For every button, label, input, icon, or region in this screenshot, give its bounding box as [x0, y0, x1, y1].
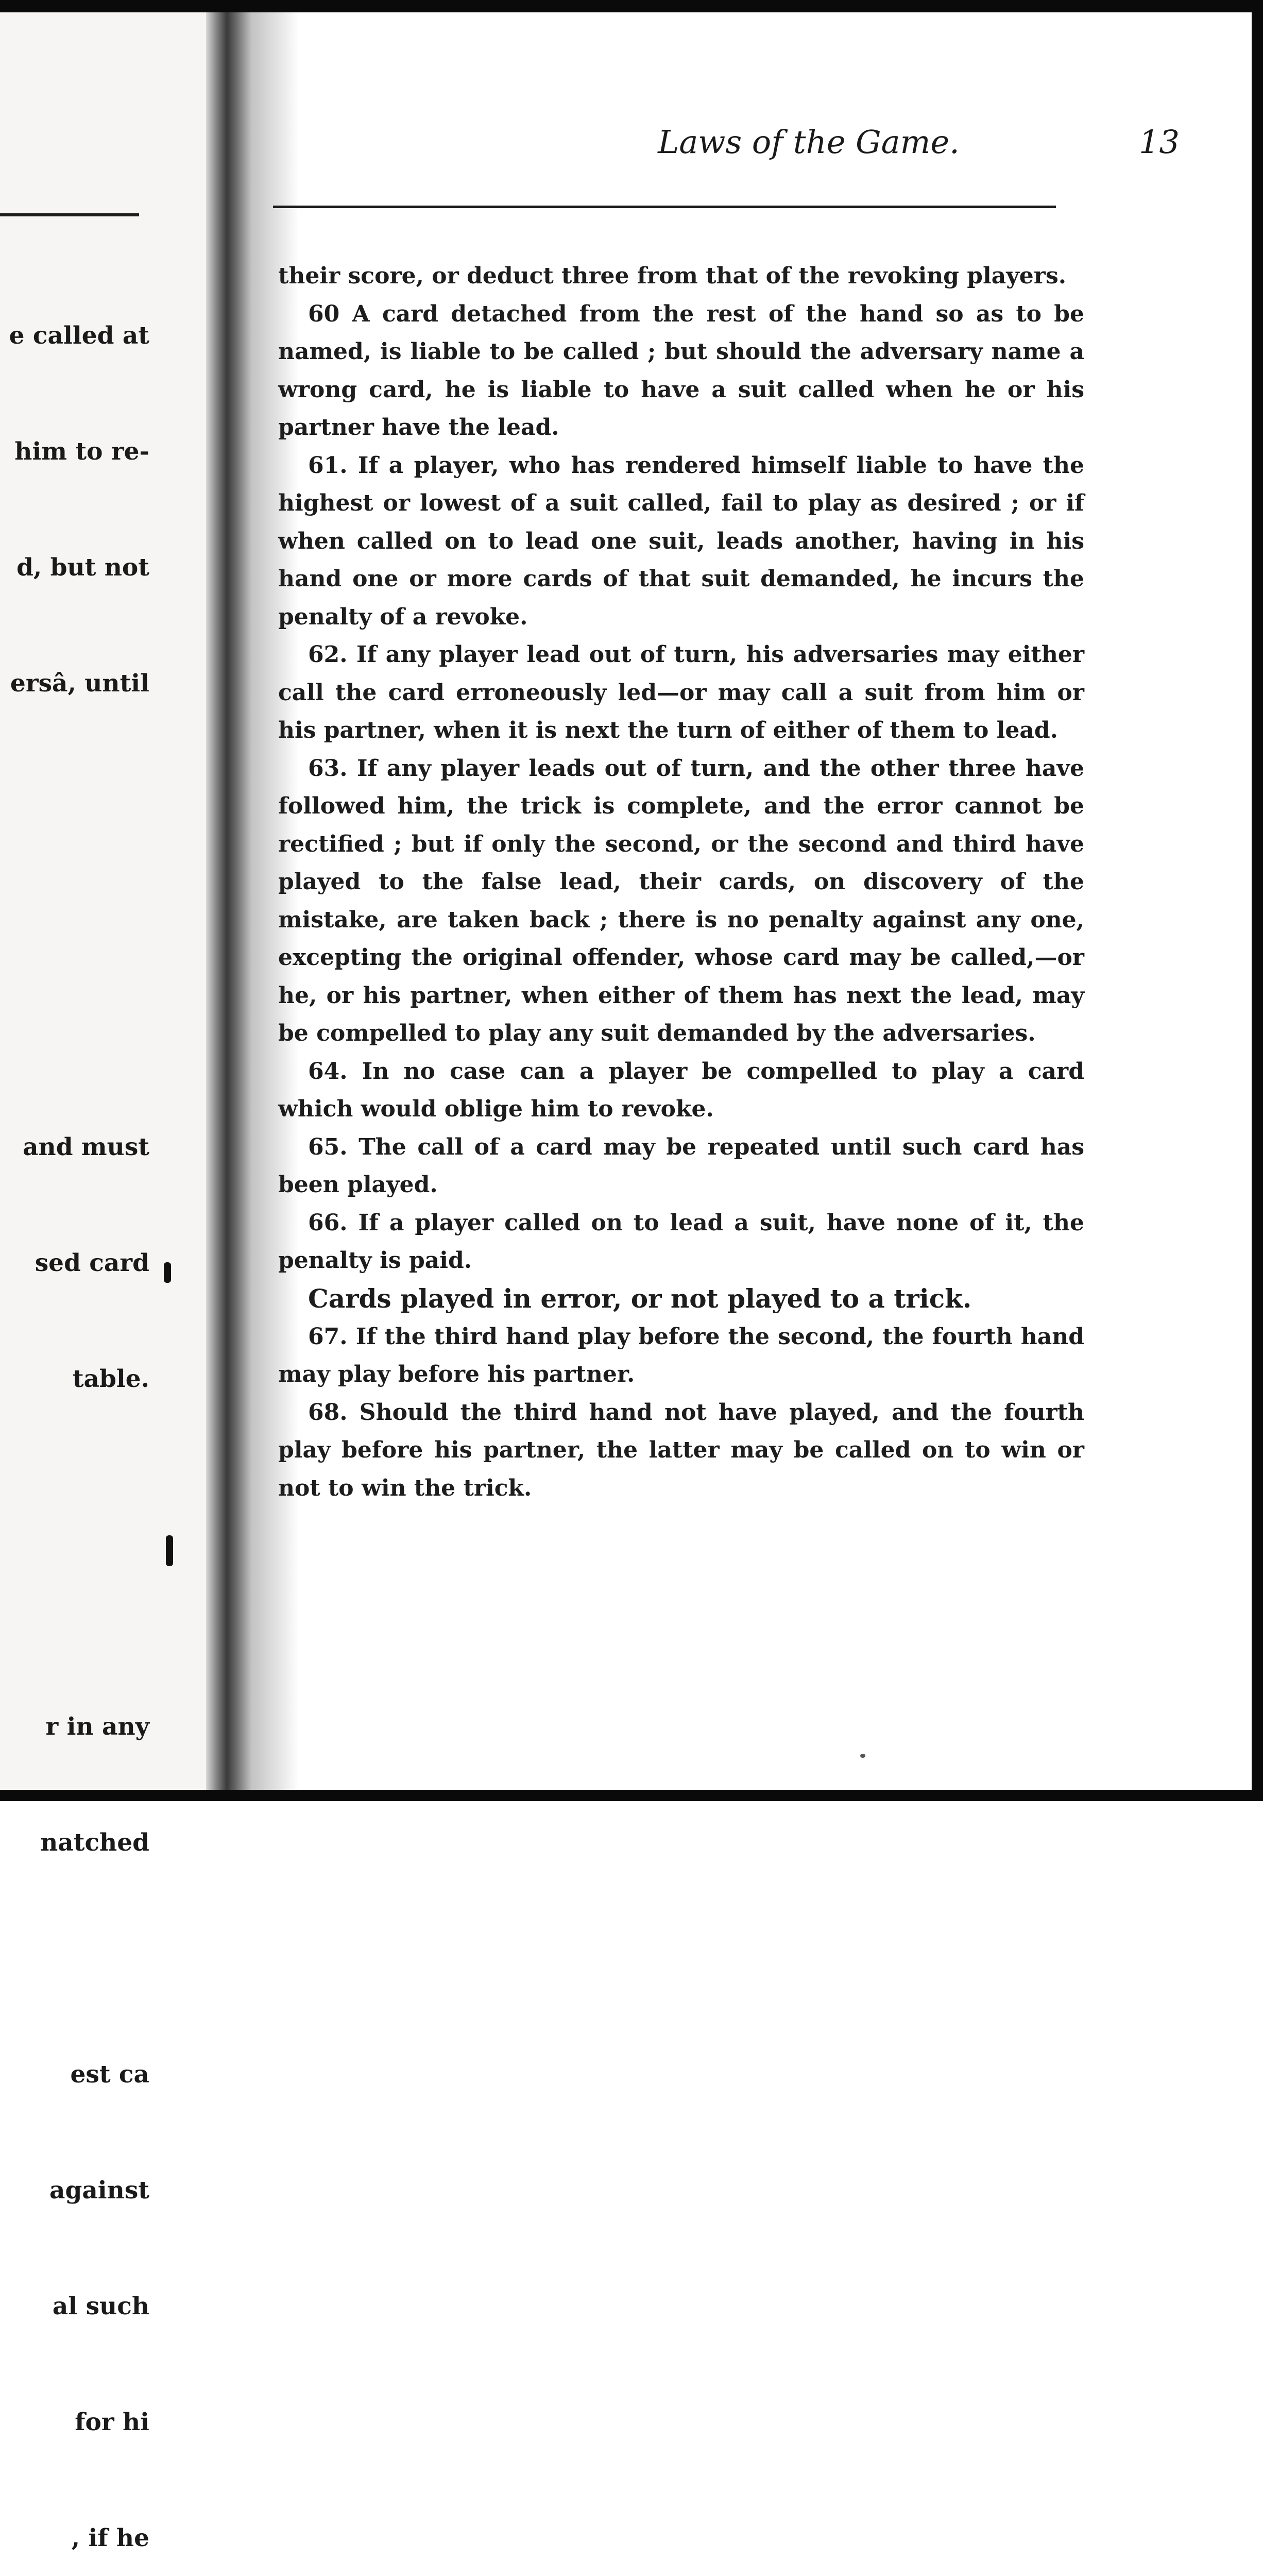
- page-number: 13: [1139, 123, 1180, 161]
- previous-page-line: r in any: [45, 1713, 149, 1741]
- previous-page-line: [0, 896, 149, 935]
- section-heading: Cards played in error, or not played to a trick.: [308, 1283, 972, 1314]
- previous-page-line: est ca: [70, 2060, 149, 2089]
- ink-mark-icon: [166, 1535, 173, 1566]
- previous-page-line: [0, 1591, 149, 1630]
- previous-page-line: him to re-: [14, 437, 149, 466]
- running-head: Laws of the Game.: [658, 123, 960, 161]
- previous-page-text: [0, 239, 149, 2576]
- scan-edge-top: [0, 0, 1263, 12]
- previous-page-line: ersâ, until: [10, 669, 149, 698]
- header-rule: [273, 206, 1056, 208]
- previous-page-line: [0, 1476, 149, 1514]
- rule-62: 62. If any player lead out of turn, his adversaries may either call the card erroneously led—or may call a suit from him or his partner, when it is next the turn of either of them to lead.: [278, 641, 1084, 743]
- rule-64: 64. In no case can a player be compelled to play a card which would oblige him to revoke.: [278, 1058, 1084, 1122]
- previous-page-line: al such: [52, 2292, 149, 2320]
- previous-page-line: [0, 1939, 149, 1978]
- paragraph-59-continued: their score, or deduct three from that of the revoking players.: [278, 263, 1067, 289]
- previous-page-line: natched: [40, 1828, 149, 1857]
- current-page: [268, 12, 1252, 1790]
- previous-page-line: for hi: [75, 2408, 149, 2436]
- ink-speck: [860, 1754, 865, 1758]
- previous-page-rule: [0, 213, 139, 216]
- previous-page-line: and must: [23, 1133, 149, 1161]
- previous-page-fragment: [0, 12, 206, 2552]
- scan-edge-right: [1252, 0, 1263, 1801]
- previous-page-line: [0, 1012, 149, 1050]
- book-gutter: [206, 12, 252, 1790]
- previous-page-line: against: [49, 2176, 149, 2205]
- previous-page-line: table.: [72, 1365, 149, 1393]
- ink-mark-icon: [164, 1262, 171, 1283]
- rule-68: 68. Should the third hand not have played, and the fourth play before his partner, the latter may be called on to win or not to win the trick.: [278, 1399, 1084, 1501]
- previous-page-line: , if he: [71, 2524, 149, 2552]
- rule-65: 65. The call of a card may be repeated until such card has been played.: [278, 1133, 1084, 1198]
- previous-page-line: d, but not: [16, 553, 149, 582]
- rule-60: 60 A card detached from the rest of the hand so as to be named, is liable to be called ; but should the adversary name a wrong card, he is liable to have a suit called when he or his partner have the lead.: [278, 300, 1084, 440]
- rule-63: 63. If any player leads out of turn, and the other three have followed him, the trick is complete, and the error cannot be rectified ; but if only the second, or the second and third have played to the false lead, their cards, on discovery of the mistake, are taken back ; there is no penalty against any one, excepting the original offender, whose card may be called,—or he, or his partner, when either of them has next the lead, may be compelled to play any suit demanded by the adversaries.: [278, 755, 1084, 1046]
- rule-61: 61. If a player, who has rendered himself liable to have the highest or lowest of a suit called, fail to play as desired ; or if when called on to lead one suit, leads another, having in his hand one or more cards of that suit demanded, he incurs the penalty of a revoke.: [278, 452, 1084, 630]
- page-body: [278, 257, 1084, 1507]
- rule-66: 66. If a player called on to lead a suit, have none of it, the penalty is paid.: [278, 1209, 1084, 1274]
- previous-page-line: e called at: [9, 321, 149, 350]
- previous-page-line: sed card: [35, 1249, 149, 1277]
- previous-page-line: [0, 780, 149, 819]
- scan-edge-bottom: [0, 1790, 1263, 1801]
- rule-67: 67. If the third hand play before the second, the fourth hand may play before his partner.: [278, 1323, 1084, 1387]
